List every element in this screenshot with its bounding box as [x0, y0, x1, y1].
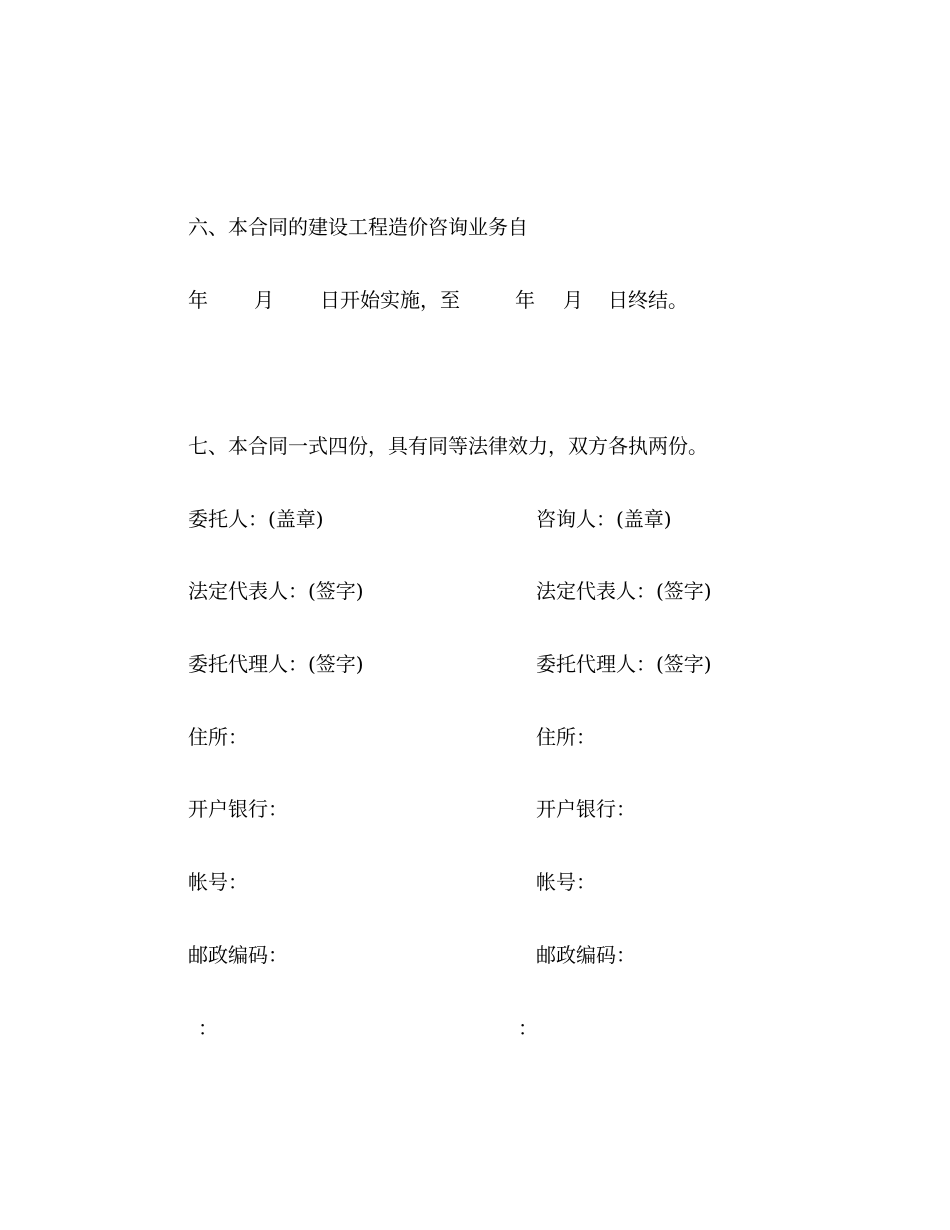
date-year-end: 年 — [515, 288, 535, 312]
client-legal-rep-label: 法定代表人：(签字) — [188, 579, 364, 603]
date-day-end: 日终结。 — [608, 288, 688, 312]
client-seal-label: 委托人：(盖章) — [188, 507, 324, 531]
client-agent-label: 委托代理人：(签字) — [188, 652, 364, 676]
consultant-seal-label: 咨询人：(盖章) — [536, 507, 672, 531]
consultant-postcode-label: 邮政编码： — [536, 943, 636, 967]
client-account-label: 帐号： — [188, 870, 248, 894]
consultant-bank-label: 开户银行： — [536, 797, 636, 821]
date-month-end: 月 — [563, 288, 583, 312]
consultant-extra-label: ： — [518, 1016, 538, 1040]
client-bank-label: 开户银行： — [188, 797, 288, 821]
clause-seven: 七、本合同一式四份，具有同等法律效力，双方各执两份。 — [188, 434, 708, 458]
date-year-start: 年 — [188, 288, 208, 312]
client-postcode-label: 邮政编码： — [188, 943, 288, 967]
clause-six-line1: 六、本合同的建设工程造价咨询业务自 — [188, 215, 528, 239]
consultant-legal-rep-label: 法定代表人：(签字) — [536, 579, 712, 603]
consultant-address-label: 住所： — [536, 725, 596, 749]
client-address-label: 住所： — [188, 725, 248, 749]
date-month-start: 月 — [254, 288, 274, 312]
client-extra-label: ： — [198, 1016, 218, 1040]
consultant-agent-label: 委托代理人：(签字) — [536, 652, 712, 676]
consultant-account-label: 帐号： — [536, 870, 596, 894]
date-day-start: 日开始实施，至 — [320, 288, 460, 312]
